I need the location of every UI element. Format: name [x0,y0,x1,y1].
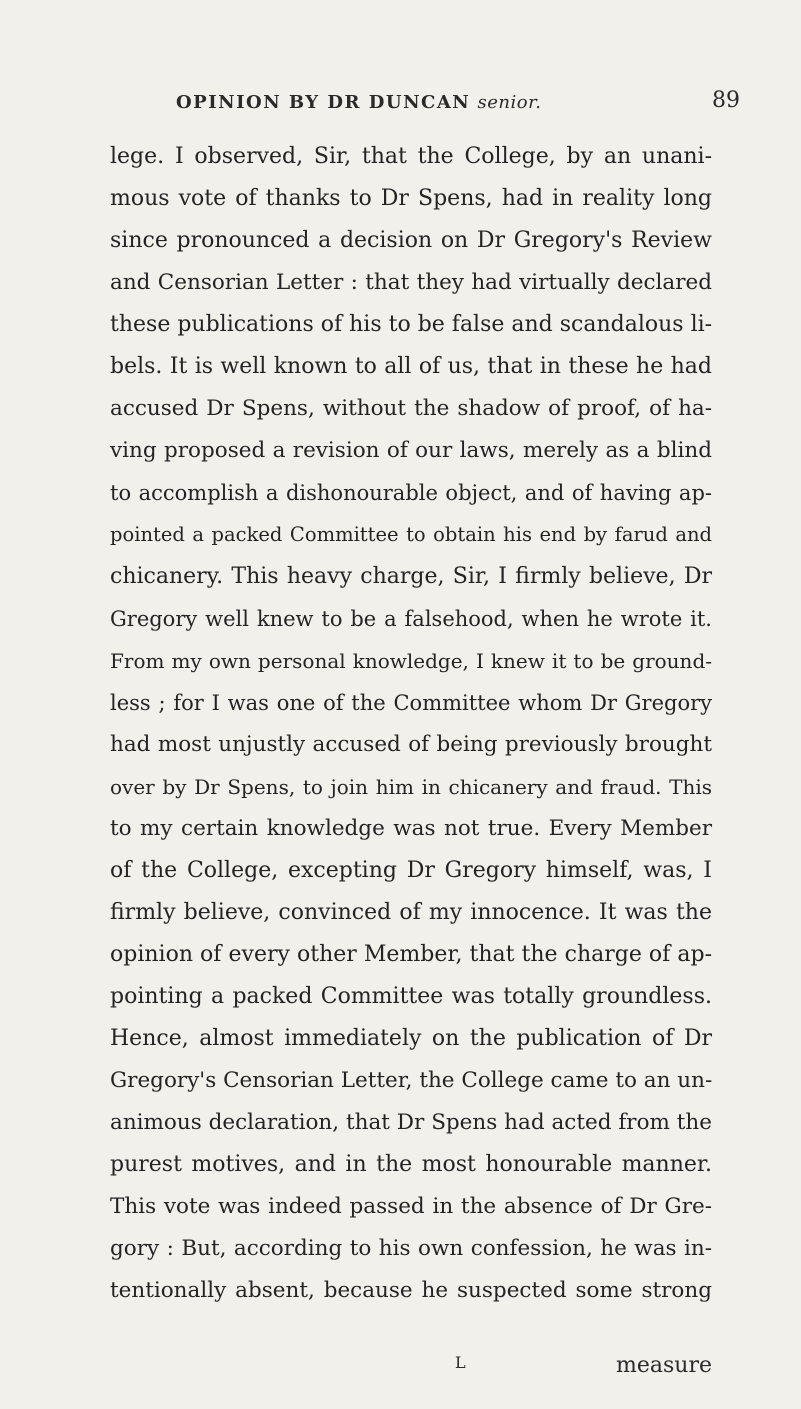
running-title: OPINION BY DR DUNCAN [176,92,471,113]
text-line: firmly believe, convinced of my innocence. It was the [110,900,712,925]
page-number: 89 [712,88,740,113]
text-line: ving proposed a revision of our laws, merely as a blind [110,438,712,463]
catchword: measure [616,1353,712,1378]
text-line: purest motives, and in the most honourable manner. [110,1152,712,1177]
text-line: This vote was indeed passed in the absence of Dr Gre- [110,1194,712,1219]
running-title-italic: senior. [477,92,542,113]
text-line: less ; for I was one of the Committee whom Dr Gregory [110,691,712,715]
text-line: Gregory's Censorian Letter, the College came to an un- [110,1068,713,1093]
text-line: bels. It is well known to all of us, that in these he had [110,354,712,379]
page-footer [110,1353,712,1383]
text-line: these publications of his to be false and scandalous li- [110,312,713,337]
running-header [176,92,656,113]
text-line: accused Dr Spens, without the shadow of proof, of ha- [110,396,712,421]
text-line: to my certain knowledge was not true. Every Member [110,816,712,841]
text-line: gory : But, according to his own confession, he was in- [110,1236,712,1261]
text-line: chicanery. This heavy charge, Sir, I firmly believe, Dr [110,564,712,589]
text-line: of the College, excepting Dr Gregory himself, was, I [110,858,712,883]
text-line: over by Dr Spens, to join him in chicanery and fraud. This [110,775,712,799]
text-line: tentionally absent, because he suspected some strong [110,1278,712,1303]
text-line: animous declaration, that Dr Spens had acted from the [110,1110,712,1135]
text-line: lege. I observed, Sir, that the College, by an unani- [110,144,712,169]
text-line: opinion of every other Member, that the charge of ap- [110,942,712,967]
text-line: to accomplish a dishonourable object, and of having ap- [110,481,712,505]
text-line: mous vote of thanks to Dr Spens, had in reality long [110,186,712,211]
signature-mark: L [455,1353,466,1372]
text-line: since pronounced a decision on Dr Gregory's Review [110,228,712,253]
body-text [110,136,712,1312]
text-line: had most unjustly accused of being previously brought [110,732,712,757]
text-line: Hence, almost immediately on the publication of Dr [110,1026,712,1051]
text-line: pointing a packed Committee was totally groundless. [110,984,712,1009]
text-line: pointed a packed Committee to obtain his end by farud and [110,523,712,546]
text-line: Gregory well knew to be a falsehood, when he wrote it. [110,607,712,631]
text-line: From my own personal knowledge, I knew it to be ground- [110,649,712,673]
text-line: and Censorian Letter : that they had virtually declared [110,270,712,295]
